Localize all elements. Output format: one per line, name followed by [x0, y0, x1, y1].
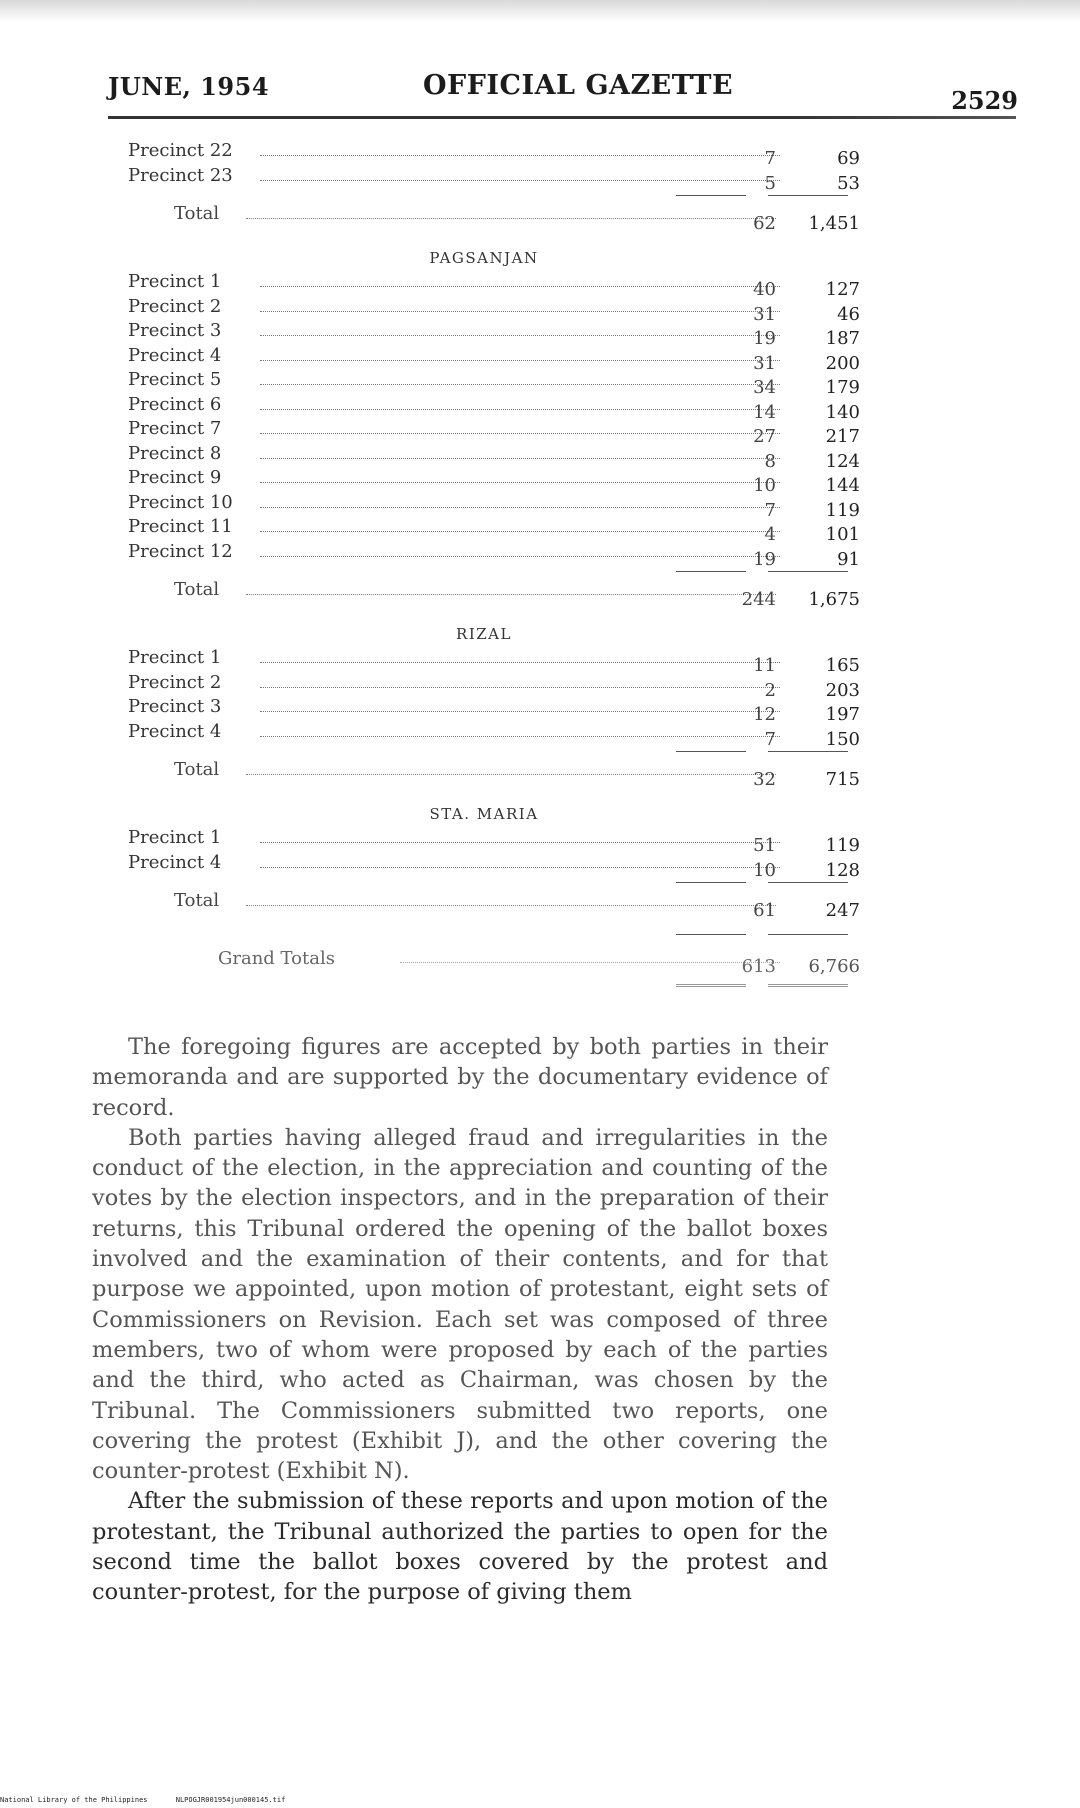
votes-col-2: 165 — [825, 655, 860, 676]
grand-total-col-1: 613 — [741, 956, 776, 977]
total-label: Total — [174, 579, 220, 600]
precinct-name: Precinct 4 — [128, 344, 222, 366]
precinct-name: Precinct 7 — [128, 418, 222, 439]
votes-col-2: 124 — [825, 450, 860, 472]
footer-file: NLPOGJR001954jun000145.tif — [175, 1796, 286, 1804]
sum-rule — [128, 876, 840, 890]
table-row — [128, 369, 860, 398]
total-label: Total — [174, 759, 220, 780]
precinct-name: Precinct 5 — [128, 369, 222, 390]
leader-dots — [260, 842, 780, 843]
leader-dots — [260, 155, 780, 156]
table-row — [128, 140, 860, 169]
leader-dots — [246, 774, 776, 775]
precinct-name: Precinct 1 — [128, 647, 222, 668]
leader-dots — [260, 507, 780, 508]
votes-col-1: 19 — [753, 328, 776, 349]
votes-col-2: 119 — [825, 499, 860, 521]
scan-edge-shade — [0, 0, 1080, 22]
leader-dots — [260, 286, 780, 287]
leader-dots — [260, 180, 780, 181]
votes-col-1: 7 — [764, 148, 776, 169]
leader-dots — [260, 662, 780, 663]
table-row — [128, 271, 860, 300]
votes-col-2: 119 — [825, 835, 860, 856]
total-row — [128, 203, 860, 241]
paragraph: After the submission of these reports and upon motion of the protestant, the Tribunal authorized the parties to open for the second time the ballot boxes covered by the protest and counter-protest, for the purpose of giving them — [92, 1488, 828, 1606]
table-row — [128, 671, 860, 701]
precinct-name: Precinct 23 — [128, 164, 233, 186]
total-label: Total — [174, 890, 220, 911]
votes-col-1: 51 — [753, 835, 776, 856]
table-row — [128, 442, 860, 472]
table-row — [128, 344, 860, 374]
header-title: OFFICIAL GAZETTE — [423, 70, 734, 101]
precinct-name: Precinct 10 — [128, 491, 233, 513]
votes-col-1: 19 — [753, 548, 776, 570]
leader-dots — [260, 433, 780, 434]
table-row — [128, 720, 860, 750]
table-row — [128, 467, 860, 496]
precinct-name: Precinct 1 — [128, 827, 222, 848]
precinct-name: Precinct 2 — [128, 295, 222, 317]
votes-col-1: 2 — [764, 679, 776, 701]
total-col-1: 244 — [741, 589, 776, 610]
leader-dots — [260, 384, 780, 385]
leader-dots — [260, 458, 780, 459]
total-col-2: 247 — [825, 900, 860, 921]
leader-dots — [246, 905, 776, 906]
leader-dots — [260, 736, 780, 737]
precinct-name: Precinct 2 — [128, 671, 222, 693]
votes-col-1: 14 — [753, 401, 776, 423]
sta-maria-rows — [128, 827, 860, 881]
precinct-name: Precinct 11 — [128, 516, 233, 537]
votes-col-1: 27 — [753, 426, 776, 447]
leader-dots — [260, 531, 780, 532]
leader-dots — [260, 482, 780, 483]
total-row — [128, 759, 860, 797]
leader-dots — [260, 311, 780, 312]
grand-totals-row — [128, 948, 860, 982]
precinct-name: Precinct 1 — [128, 271, 222, 292]
precinct-name: Precinct 8 — [128, 442, 222, 464]
votes-col-2: 187 — [825, 328, 860, 349]
precinct-name: Precinct 12 — [128, 540, 233, 562]
total-col-1: 62 — [753, 213, 776, 234]
precinct-name: Precinct 3 — [128, 696, 222, 717]
table-row — [128, 540, 860, 570]
page-number: 2529 — [951, 86, 1018, 115]
votes-col-1: 34 — [753, 377, 776, 398]
votes-col-1: 31 — [753, 352, 776, 374]
table-row — [128, 647, 860, 676]
votes-col-2: 53 — [837, 172, 860, 194]
sum-rule — [128, 189, 840, 203]
header-date: JUNE, 1954 — [108, 72, 270, 101]
votes-col-1: 7 — [764, 499, 776, 521]
table-row — [128, 491, 860, 521]
leader-dots — [260, 335, 780, 336]
votes-col-2: 46 — [837, 303, 860, 325]
votes-col-2: 128 — [825, 859, 860, 881]
precinct-name: Precinct 9 — [128, 467, 222, 488]
votes-col-2: 91 — [837, 548, 860, 570]
votes-col-1: 5 — [764, 172, 776, 194]
table-row — [128, 418, 860, 447]
page-header — [108, 68, 1018, 115]
leader-dots — [260, 360, 780, 361]
section-heading-rizal: RIZAL — [456, 625, 512, 643]
votes-col-2: 140 — [825, 401, 860, 423]
total-row — [128, 890, 860, 928]
votes-col-1: 4 — [764, 524, 776, 545]
votes-col-2: 197 — [825, 704, 860, 725]
votes-col-2: 150 — [825, 728, 860, 750]
leader-dots — [260, 409, 780, 410]
leader-dots — [260, 556, 780, 557]
table-row — [128, 295, 860, 325]
sum-rule — [128, 928, 840, 942]
votes-col-2: 217 — [825, 426, 860, 447]
total-col-1: 32 — [753, 769, 776, 790]
table-row — [128, 320, 860, 349]
total-col-2: 715 — [825, 769, 860, 790]
votes-col-1: 7 — [764, 728, 776, 750]
votes-col-2: 69 — [837, 148, 860, 169]
rizal-rows — [128, 647, 860, 750]
votes-col-2: 127 — [825, 279, 860, 300]
total-label: Total — [174, 203, 220, 224]
scan-footer — [0, 1796, 309, 1804]
body-text — [92, 1032, 828, 1608]
sum-rule — [128, 745, 840, 759]
grand-total-col-2: 6,766 — [808, 956, 860, 977]
votes-col-1: 40 — [753, 279, 776, 300]
precinct-name: Precinct 4 — [128, 720, 222, 742]
votes-col-2: 203 — [825, 679, 860, 701]
table-row — [128, 696, 860, 725]
double-rule — [128, 982, 840, 996]
table-row — [128, 827, 860, 856]
total-col-2: 1,451 — [808, 213, 860, 234]
footer-library: National Library of the Philippines — [0, 1796, 148, 1804]
table-row — [128, 851, 860, 881]
votes-col-1: 11 — [753, 655, 776, 676]
table-row — [128, 164, 860, 194]
votes-col-1: 8 — [764, 450, 776, 472]
votes-col-2: 144 — [825, 475, 860, 496]
precinct-name: Precinct 4 — [128, 851, 222, 873]
precinct-name: Precinct 3 — [128, 320, 222, 341]
section-heading-pagsanjan: PAGSANJAN — [429, 249, 539, 267]
table-row — [128, 516, 860, 545]
precinct-name: Precinct 6 — [128, 393, 222, 415]
total-row — [128, 579, 860, 617]
votes-col-1: 10 — [753, 859, 776, 881]
votes-col-1: 31 — [753, 303, 776, 325]
header-rule — [108, 116, 1016, 119]
section-heading-sta-maria: STA. MARIA — [429, 805, 539, 823]
leader-dots — [260, 687, 780, 688]
leader-dots — [246, 218, 776, 219]
total-col-1: 61 — [753, 900, 776, 921]
sum-rule — [128, 565, 840, 579]
leader-dots — [260, 711, 780, 712]
total-col-2: 1,675 — [808, 589, 860, 610]
precinct-name: Precinct 22 — [128, 140, 233, 161]
paragraph: The foregoing figures are accepted by both parties in their memoranda and are supported by the documentary evidence of record. — [92, 1034, 828, 1121]
pagsanjan-rows — [128, 271, 860, 570]
leader-dots — [260, 867, 780, 868]
votes-col-1: 12 — [753, 704, 776, 725]
leader-dots — [246, 594, 776, 595]
votes-col-1: 10 — [753, 475, 776, 496]
votes-col-2: 101 — [825, 524, 860, 545]
grand-totals-label: Grand Totals — [218, 948, 335, 969]
paragraph: Both parties having alleged fraud and irregularities in the conduct of the election, in the appreciation and counting of the votes by the election inspectors, and in the preparation of their returns, this Tribunal ordered the opening of the ballot boxes involved and the examination of their contents, and for that purpose we appointed, upon motion of protestant, eight sets of Commissioners on Revision. Each set was composed of three members, two of whom were proposed by each of the parties and the third, who acted as Chairman, was chosen by the Tribunal. The Commissioners submitted two reports, one covering the protest (Exhibit J), and the other covering the counter-protest (Exhibit N). — [92, 1124, 828, 1485]
election-results-table — [128, 140, 860, 996]
votes-col-2: 200 — [825, 352, 860, 374]
votes-col-2: 179 — [825, 377, 860, 398]
table-row — [128, 393, 860, 423]
